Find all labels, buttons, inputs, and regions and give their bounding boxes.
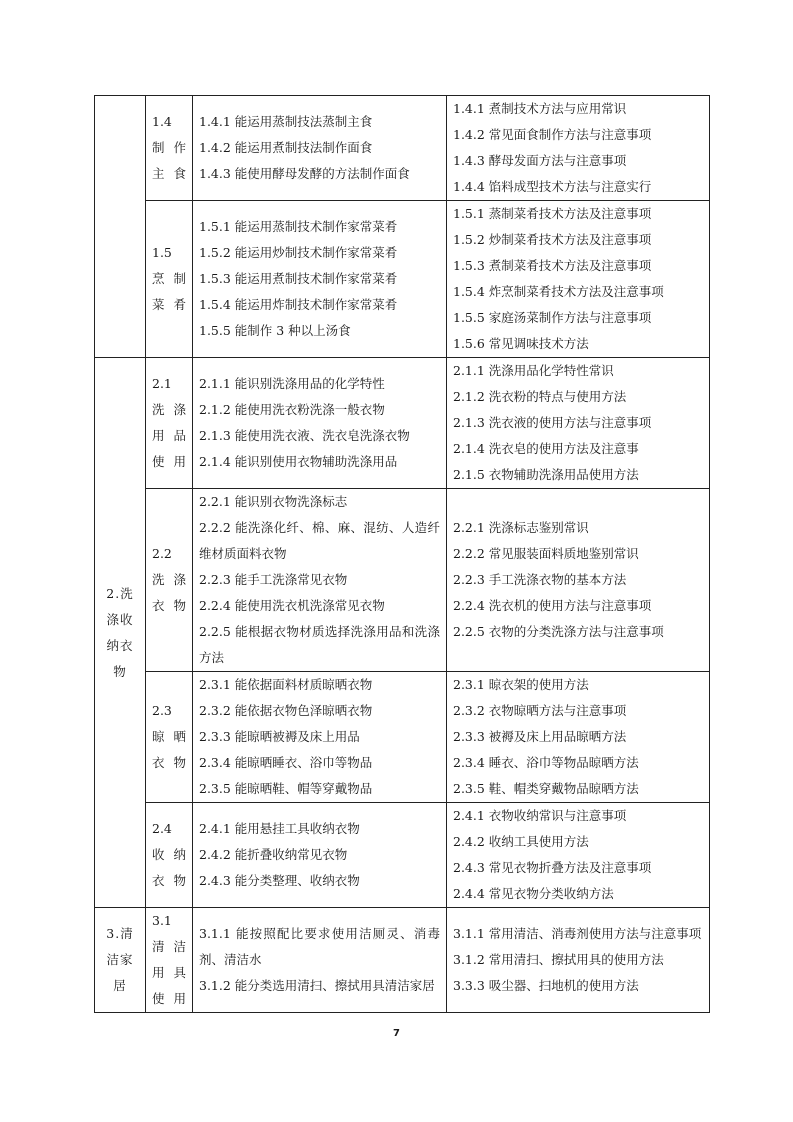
skill-item: 2.2.3 能手工洗涤常见衣物 [199, 572, 348, 587]
skill-item: 2.1.1 能识别洗涤用品的化学特性 [199, 376, 385, 391]
knowledge-requirements-cell [447, 358, 710, 489]
skill-item: 2.4.1 能用悬挂工具收纳衣物 [199, 821, 360, 836]
knowledge-requirements-cell [447, 672, 710, 803]
skill-item: 2.3.4 能晾晒睡衣、浴巾等物品 [199, 755, 373, 770]
skill-item: 1.4.1 能运用蒸制技法蒸制主食 [199, 114, 373, 129]
unit-cell: 1.5 烹制菜肴 [146, 201, 193, 358]
knowledge-item: 1.5.6 常见调味技术方法 [453, 336, 589, 351]
knowledge-item: 3.3.3 吸尘器、扫地机的使用方法 [453, 978, 639, 993]
knowledge-item: 1.5.2 炒制菜肴技术方法及注意事项 [453, 232, 652, 247]
skill-item: 2.3.3 能晾晒被褥及床上用品 [199, 729, 360, 744]
skill-item: 2.2.2 能洗涤化纤、棉、麻、混纺、人造纤维材质面料衣物 [199, 520, 440, 561]
unit-cell: 3.1 清洁用具使用 [146, 908, 193, 1013]
module-cell: 3.清洁家居 [95, 908, 146, 1013]
knowledge-item: 2.1.3 洗衣液的使用方法与注意事项 [453, 415, 652, 430]
skill-item: 1.5.4 能运用炸制技术制作家常菜肴 [199, 297, 398, 312]
knowledge-item: 2.4.1 衣物收纳常识与注意事项 [453, 808, 627, 823]
module-cell [95, 96, 146, 358]
table-row [95, 201, 710, 358]
skill-item: 2.4.2 能折叠收纳常见衣物 [199, 847, 348, 862]
table-row [95, 358, 710, 489]
unit-cell: 2.2 洗涤衣物 [146, 489, 193, 672]
table-row [95, 672, 710, 803]
skill-item: 1.5.3 能运用煮制技术制作家常菜肴 [199, 271, 398, 286]
skill-requirements-cell [193, 201, 447, 358]
knowledge-item: 2.2.3 手工洗涤衣物的基本方法 [453, 572, 627, 587]
skill-requirements-cell [193, 672, 447, 803]
skill-item: 2.2.5 能根据衣物材质选择洗涤用品和洗涤方法 [199, 624, 440, 665]
knowledge-item: 1.4.3 酵母发面方法与注意事项 [453, 153, 627, 168]
knowledge-item: 2.1.5 衣物辅助洗涤用品使用方法 [453, 467, 639, 482]
table-row [95, 803, 710, 908]
knowledge-item: 2.4.4 常见衣物分类收纳方法 [453, 886, 614, 901]
skill-requirements-cell [193, 803, 447, 908]
skill-item: 2.1.4 能识别使用衣物辅助洗涤用品 [199, 454, 398, 469]
table-row [95, 908, 710, 1013]
table-row [95, 489, 710, 672]
knowledge-item: 1.4.4 馅料成型技术方法与注意实行 [453, 179, 652, 194]
module-cell: 2.洗涤收纳衣物 [95, 358, 146, 908]
page-number: 7 [393, 1028, 400, 1039]
skill-item: 2.3.2 能依据衣物色泽晾晒衣物 [199, 703, 373, 718]
unit-cell: 2.1 洗涤用品使用 [146, 358, 193, 489]
knowledge-item: 2.3.3 被褥及床上用品晾晒方法 [453, 729, 627, 744]
skill-item: 2.3.1 能依据面料材质晾晒衣物 [199, 677, 373, 692]
skill-item: 1.5.1 能运用蒸制技术制作家常菜肴 [199, 219, 398, 234]
standards-table [94, 95, 710, 1013]
skill-item: 1.4.3 能使用酵母发酵的方法制作面食 [199, 166, 410, 181]
knowledge-requirements-cell [447, 489, 710, 672]
knowledge-item: 2.2.1 洗涤标志鉴别常识 [453, 520, 589, 535]
knowledge-item: 1.5.4 炸烹制菜肴技术方法及注意事项 [453, 284, 664, 299]
skill-requirements-cell [193, 96, 447, 201]
skill-item: 3.1.2 能分类选用清扫、擦拭用具清洁家居 [199, 978, 435, 993]
knowledge-item: 2.2.5 衣物的分类洗涤方法与注意事项 [453, 624, 664, 639]
knowledge-item: 2.3.2 衣物晾晒方法与注意事项 [453, 703, 627, 718]
knowledge-item: 1.5.5 家庭汤菜制作方法与注意事项 [453, 310, 652, 325]
skill-item: 1.5.2 能运用炒制技术制作家常菜肴 [199, 245, 398, 260]
table-row [95, 96, 710, 201]
knowledge-item: 2.1.4 洗衣皂的使用方法及注意事 [453, 441, 639, 456]
unit-cell: 2.3 晾晒衣物 [146, 672, 193, 803]
knowledge-item: 1.5.3 煮制菜肴技术方法及注意事项 [453, 258, 652, 273]
skill-item: 2.3.5 能晾晒鞋、帽等穿戴物品 [199, 781, 373, 796]
skill-requirements-cell [193, 908, 447, 1013]
skill-requirements-cell [193, 358, 447, 489]
knowledge-requirements-cell [447, 96, 710, 201]
knowledge-item: 3.1.2 常用清扫、擦拭用具的使用方法 [453, 952, 664, 967]
skill-item: 3.1.1 能按照配比要求使用洁厕灵、消毒剂、清洁水 [199, 926, 440, 967]
unit-cell: 1.4 制作主食 [146, 96, 193, 201]
skill-item: 2.2.1 能识别衣物洗涤标志 [199, 494, 348, 509]
knowledge-item: 1.5.1 蒸制菜肴技术方法及注意事项 [453, 206, 652, 221]
skill-item: 1.5.5 能制作 3 种以上汤食 [199, 323, 351, 338]
knowledge-item: 2.2.4 洗衣机的使用方法与注意事项 [453, 598, 652, 613]
skill-requirements-cell [193, 489, 447, 672]
knowledge-item: 3.1.1 常用清洁、消毒剂使用方法与注意事项 [453, 926, 702, 941]
knowledge-item: 2.4.2 收纳工具使用方法 [453, 834, 589, 849]
knowledge-requirements-cell [447, 908, 710, 1013]
knowledge-item: 2.4.3 常见衣物折叠方法及注意事项 [453, 860, 652, 875]
skill-item: 2.1.2 能使用洗衣粉洗涤一般衣物 [199, 402, 385, 417]
knowledge-item: 1.4.1 煮制技术方法与应用常识 [453, 101, 627, 116]
knowledge-item: 2.3.5 鞋、帽类穿戴物品晾晒方法 [453, 781, 639, 796]
unit-cell: 2.4 收纳衣物 [146, 803, 193, 908]
knowledge-requirements-cell [447, 803, 710, 908]
skill-item: 1.4.2 能运用煮制技法制作面食 [199, 140, 373, 155]
knowledge-item: 2.2.2 常见服装面料质地鉴别常识 [453, 546, 639, 561]
knowledge-item: 2.3.1 晾衣架的使用方法 [453, 677, 589, 692]
standards-table-body [95, 96, 710, 1013]
knowledge-item: 2.1.2 洗衣粉的特点与使用方法 [453, 389, 627, 404]
skill-item: 2.1.3 能使用洗衣液、洗衣皂洗涤衣物 [199, 428, 410, 443]
skill-item: 2.2.4 能使用洗衣机洗涤常见衣物 [199, 598, 385, 613]
knowledge-requirements-cell [447, 201, 710, 358]
knowledge-item: 2.1.1 洗涤用品化学特性常识 [453, 363, 614, 378]
skill-item: 2.4.3 能分类整理、收纳衣物 [199, 873, 360, 888]
knowledge-item: 2.3.4 睡衣、浴巾等物品晾晒方法 [453, 755, 639, 770]
knowledge-item: 1.4.2 常见面食制作方法与注意事项 [453, 127, 652, 142]
